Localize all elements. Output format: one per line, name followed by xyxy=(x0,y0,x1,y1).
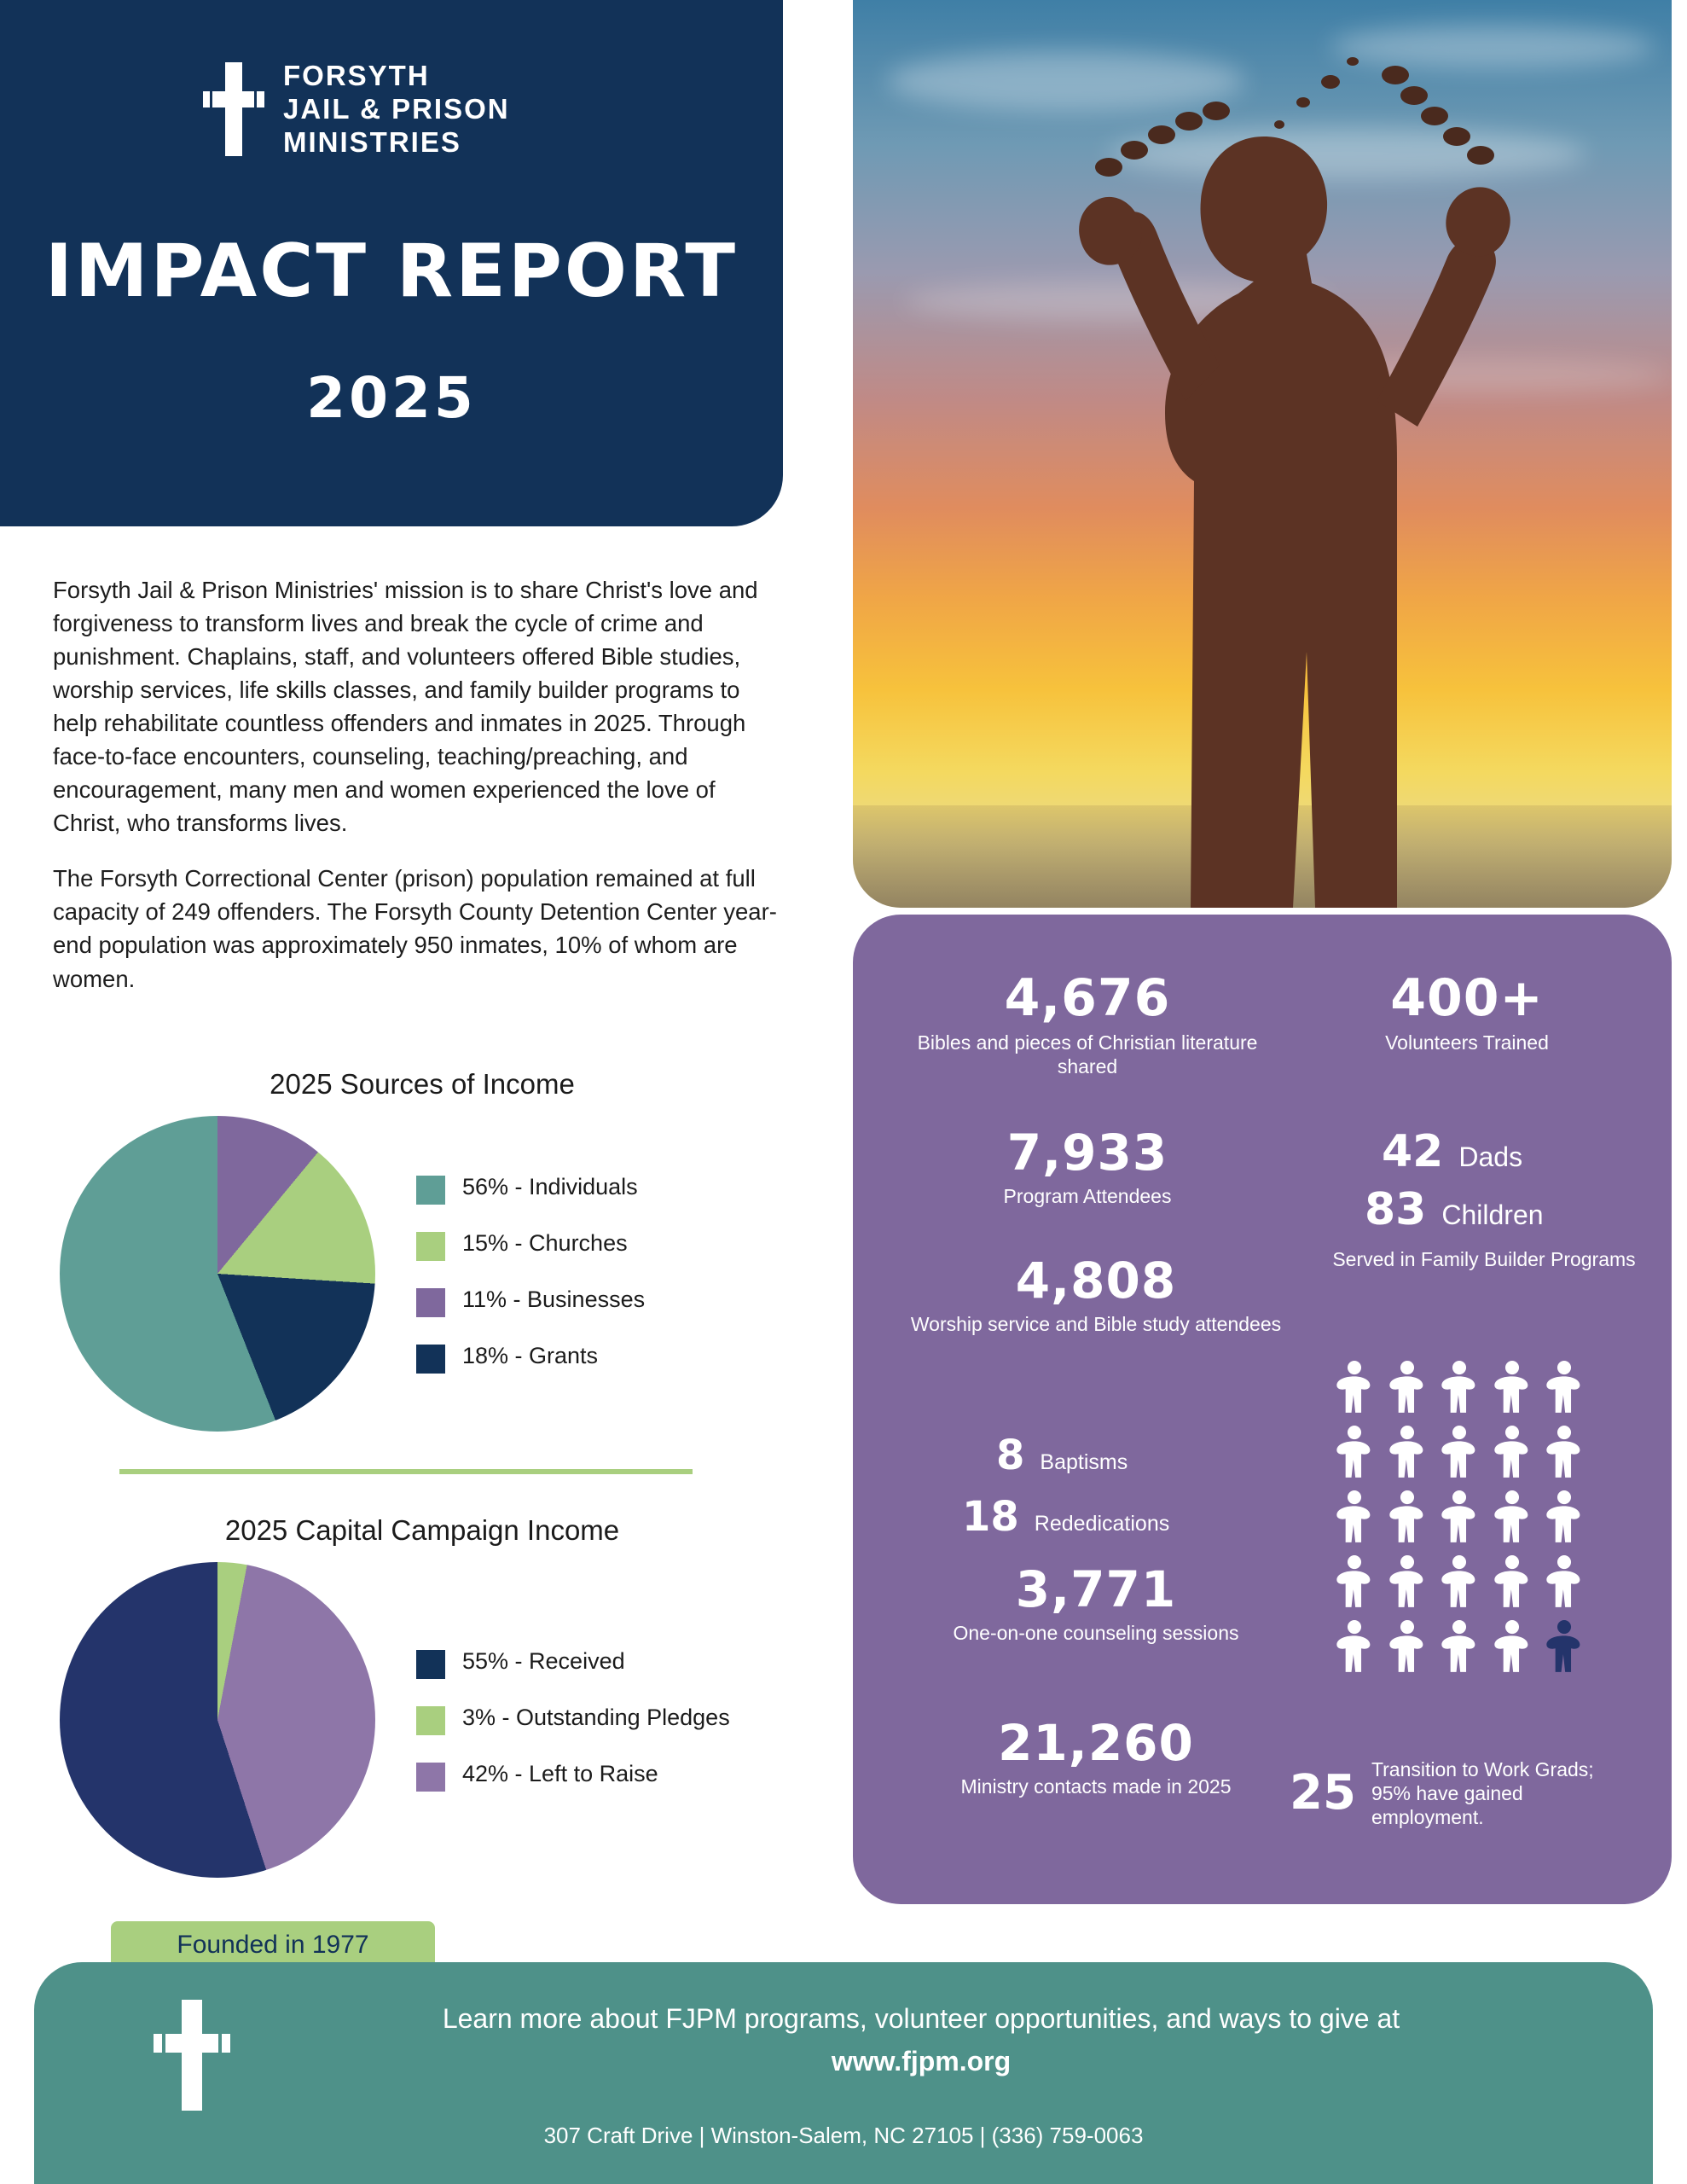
legend-label: 42% - Left to Raise xyxy=(462,1761,658,1786)
stat-bibles xyxy=(904,968,1271,1078)
org-line-3: MINISTRIES xyxy=(283,125,461,158)
stat-volunteers xyxy=(1296,968,1638,1054)
mission-paragraph-2: The Forsyth Correctional Center (prison) population remained at full capacity of 249 offenders. The Forsyth County Detention Center year-end population was approximately 950 inmates, 10% of whom are women. xyxy=(53,865,777,992)
hero-image xyxy=(853,0,1672,908)
legend-item xyxy=(416,1705,730,1735)
person-icon xyxy=(1545,1490,1584,1543)
stat-label: Ministry contacts made in 2025 xyxy=(960,1775,1232,1798)
person-icon xyxy=(1440,1426,1479,1478)
footer-cta-text: Learn more about FJPM programs, volunteer opportunities, and ways to give at xyxy=(442,2003,1400,2034)
header-panel xyxy=(0,0,783,526)
legend-label: 15% - Churches xyxy=(462,1230,628,1256)
person-icon xyxy=(1440,1490,1479,1543)
legend-swatch-churches xyxy=(416,1232,445,1261)
founded-badge: Founded in 1977 xyxy=(111,1921,435,1969)
chart-title-capital: 2025 Capital Campaign Income xyxy=(224,1514,620,1546)
stat-family-builder-note xyxy=(1330,1247,1638,1271)
legend-item xyxy=(416,1648,730,1679)
stat-counseling xyxy=(913,1560,1279,1645)
broken-chains-silhouette-icon xyxy=(853,0,1672,908)
legend-sources xyxy=(416,1174,645,1374)
stat-value: 4,808 xyxy=(1015,1252,1177,1310)
sources-of-income-chart xyxy=(60,1068,785,1432)
legend-swatch-businesses xyxy=(416,1288,445,1317)
stat-worship xyxy=(904,1252,1288,1336)
footer-panel xyxy=(34,1962,1653,2184)
stat-label: Bibles and pieces of Christian literature shared xyxy=(917,1031,1258,1078)
stat-rededications xyxy=(962,1493,1170,1541)
person-icon xyxy=(1440,1555,1479,1608)
legend-label: 56% - Individuals xyxy=(462,1174,638,1199)
pie-capital-campaign xyxy=(60,1562,375,1878)
chart-title-sources: 2025 Sources of Income xyxy=(270,1068,575,1100)
stat-value: 42 xyxy=(1382,1126,1444,1177)
legend-label: 55% - Received xyxy=(462,1648,625,1674)
stat-value: 18 xyxy=(962,1493,1019,1541)
person-icon xyxy=(1545,1361,1584,1414)
legend-swatch-received xyxy=(416,1650,445,1679)
stat-baptisms xyxy=(996,1432,1128,1479)
legend-swatch-individuals xyxy=(416,1176,445,1205)
footer-address: 307 Craft Drive | Winston-Salem, NC 27105 | (336) 759-0063 xyxy=(543,2123,1144,2148)
page-title: IMPACT REPORT xyxy=(44,229,739,314)
legend-item xyxy=(416,1230,645,1261)
stat-program-attendees xyxy=(904,1124,1271,1208)
capital-campaign-chart xyxy=(60,1514,785,1878)
stat-label: Volunteers Trained xyxy=(1385,1031,1549,1054)
pie-sources-of-income xyxy=(60,1116,375,1432)
person-icon xyxy=(1440,1620,1479,1673)
legend-label: 3% - Outstanding Pledges xyxy=(462,1705,730,1730)
stat-label: One-on-one counseling sessions xyxy=(953,1622,1239,1644)
legend-capital xyxy=(416,1648,730,1792)
person-icon xyxy=(1493,1555,1532,1608)
footer-cross-logo-icon xyxy=(154,2000,230,2111)
stat-value: 3,771 xyxy=(1015,1560,1177,1618)
report-year: 2025 xyxy=(306,365,477,431)
footer-website-link[interactable]: www.fjpm.org xyxy=(831,2046,1012,2077)
stat-label: Worship service and Bible study attendees xyxy=(910,1313,1282,1335)
person-icon xyxy=(1493,1426,1532,1478)
person-icon xyxy=(1335,1426,1374,1478)
mission-text xyxy=(53,573,786,1018)
person-icon xyxy=(1335,1620,1374,1673)
people-pictogram xyxy=(1335,1361,1591,1673)
person-icon xyxy=(1335,1490,1374,1543)
person-icon xyxy=(1388,1490,1427,1543)
stat-label: Served in Family Builder Programs xyxy=(1332,1248,1636,1270)
legend-swatch-grants xyxy=(416,1345,445,1374)
person-icon xyxy=(1493,1361,1532,1414)
stat-label: Dads xyxy=(1458,1141,1523,1172)
stat-label: Children xyxy=(1441,1199,1544,1230)
stat-value: 21,260 xyxy=(998,1714,1194,1772)
legend-label: 11% - Businesses xyxy=(462,1287,646,1312)
legend-swatch-outstanding-pledges xyxy=(416,1706,445,1735)
person-icon xyxy=(1388,1361,1427,1414)
stat-label: Baptisms xyxy=(1040,1450,1128,1474)
stat-label: Transition to Work Grads; 95% have gained employment. xyxy=(1371,1758,1594,1829)
stat-label: Program Attendees xyxy=(1003,1185,1172,1207)
legend-item xyxy=(416,1343,645,1374)
legend-item xyxy=(416,1287,645,1317)
person-icon xyxy=(1388,1426,1427,1478)
cross-logo-icon xyxy=(203,62,264,156)
stat-value: 25 xyxy=(1290,1765,1356,1821)
stat-value: 83 xyxy=(1365,1184,1427,1235)
org-line-1: FORSYTH xyxy=(283,60,430,91)
person-icon xyxy=(1440,1361,1479,1414)
legend-item xyxy=(416,1174,645,1205)
person-icon xyxy=(1493,1620,1532,1673)
mission-paragraph-1: Forsyth Jail & Prison Ministries' mission is to share Christ's love and forgiveness to transform lives and break the cycle of crime and punishment. Chaplains, staff, and volunteers offered Bible studies, worship services, life skills classes, and family builder programs to help rehabilitate countless offenders and inmates in 2025. Through face-to-face encounters, counseling, teaching/preaching, and encouragement, many men and women experienced the love of Christ, who transforms lives. xyxy=(53,577,758,837)
person-icon-highlighted xyxy=(1545,1620,1584,1673)
person-icon xyxy=(1388,1620,1427,1673)
stat-children xyxy=(1365,1184,1544,1235)
stat-dads xyxy=(1382,1126,1523,1177)
person-icon xyxy=(1388,1555,1427,1608)
stat-value: 400+ xyxy=(1390,968,1544,1028)
stat-transition-to-work xyxy=(1290,1757,1631,1829)
stat-ministry-contacts xyxy=(904,1714,1288,1798)
legend-label: 18% - Grants xyxy=(462,1343,599,1368)
person-icon xyxy=(1493,1490,1532,1543)
stat-value: 7,933 xyxy=(1006,1124,1168,1182)
stat-label: Rededications xyxy=(1034,1512,1170,1536)
person-icon xyxy=(1545,1426,1584,1478)
stat-value: 8 xyxy=(996,1432,1025,1479)
legend-swatch-left-to-raise xyxy=(416,1763,445,1792)
org-line-2: JAIL & PRISON xyxy=(283,92,510,125)
section-divider xyxy=(119,1469,693,1474)
person-icon xyxy=(1545,1555,1584,1608)
person-icon xyxy=(1335,1361,1374,1414)
legend-item xyxy=(416,1761,730,1792)
stat-value: 4,676 xyxy=(1004,968,1171,1028)
person-icon xyxy=(1335,1555,1374,1608)
organization-name xyxy=(283,60,510,160)
organization-logo xyxy=(203,60,510,160)
